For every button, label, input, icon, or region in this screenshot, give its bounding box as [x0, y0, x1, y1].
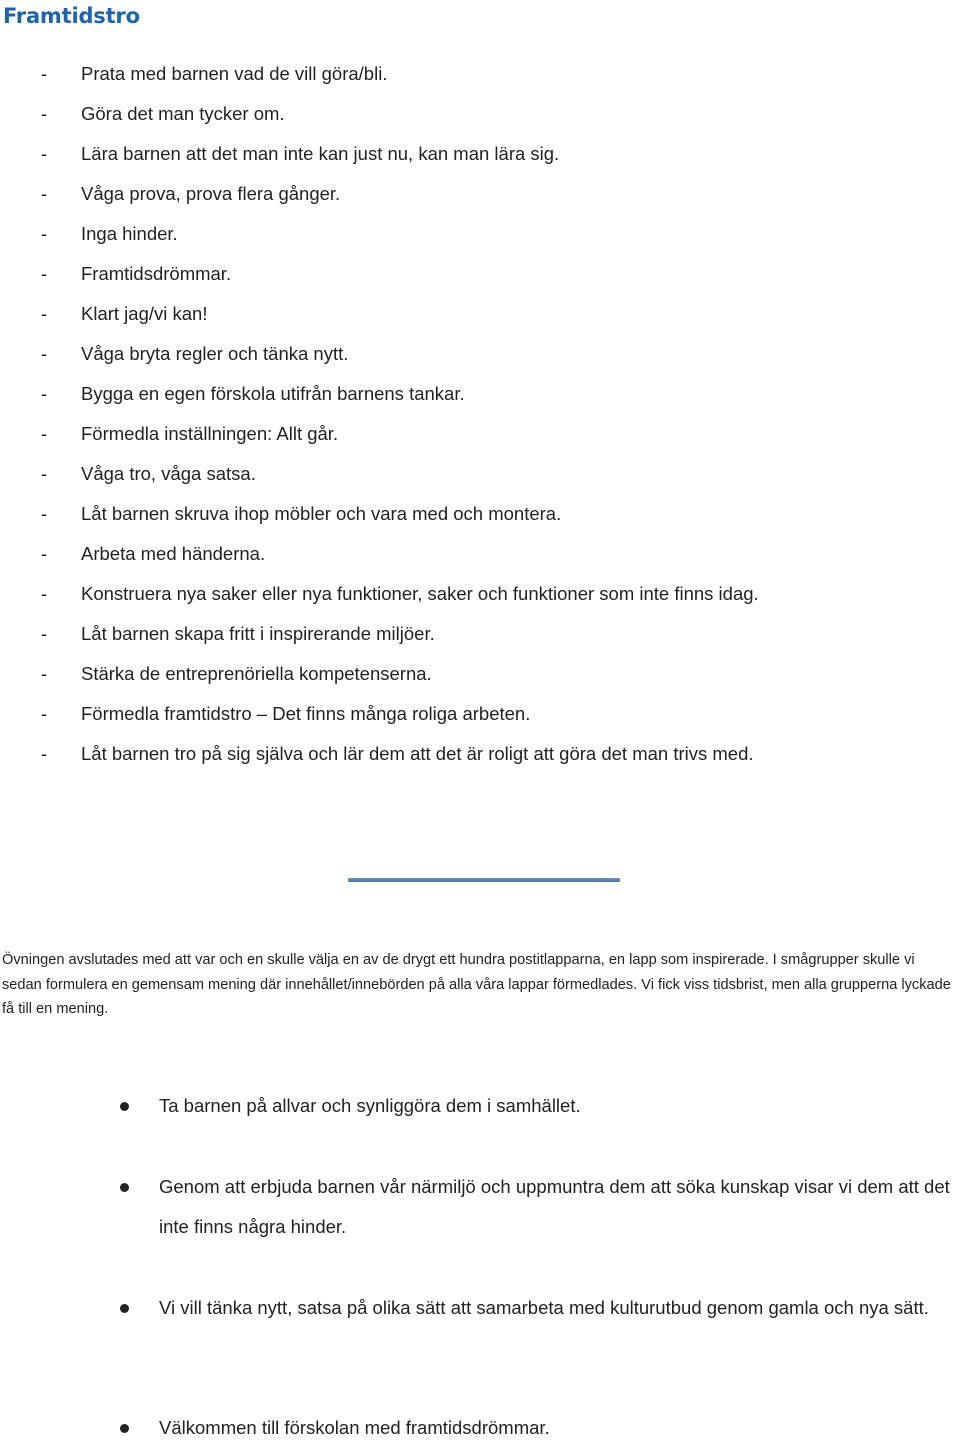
- dash-item-text: Förmedla inställningen: Allt går.: [81, 423, 339, 444]
- dash-list-item: [0, 95, 960, 135]
- bullet-item-text: Genom att erbjuda barnen vår närmiljö och uppmuntra dem att söka kunskap visar vi dem att det inte finns några hinder.: [159, 1176, 950, 1237]
- dash-list-item: [0, 495, 960, 535]
- dash-item-text: Bygga en egen förskola utifrån barnens tankar.: [81, 383, 465, 404]
- dash-marker: -: [41, 263, 48, 284]
- page-heading: Framtidstro: [3, 4, 140, 28]
- dash-list-item: [0, 335, 960, 375]
- dash-item-text: Konstruera nya saker eller nya funktioner, saker och funktioner som inte finns idag.: [81, 583, 759, 604]
- bullet-item-text: Vi vill tänka nytt, satsa på olika sätt att samarbeta med kulturutbud genom gamla och nya sätt.: [159, 1297, 929, 1318]
- dash-list-item: [0, 295, 960, 335]
- dash-marker: -: [41, 543, 48, 564]
- dash-marker: -: [41, 383, 48, 404]
- dash-item-text: Göra det man tycker om.: [81, 103, 285, 124]
- dash-marker: -: [41, 583, 48, 604]
- dash-list-item: [0, 415, 960, 455]
- dash-marker: -: [41, 743, 48, 764]
- dash-list-item: [0, 215, 960, 255]
- dash-marker: -: [41, 143, 48, 164]
- dash-item-text: Arbeta med händerna.: [81, 543, 266, 564]
- bullet-dot-icon: [120, 1304, 129, 1313]
- dash-item-text: Prata med barnen vad de vill göra/bli.: [81, 63, 388, 84]
- dash-item-text: Låt barnen skruva ihop möbler och vara med och montera.: [81, 503, 562, 524]
- dash-list-item: [0, 575, 960, 615]
- bullet-dot-icon: [120, 1424, 129, 1433]
- dash-marker: -: [41, 303, 48, 324]
- dash-list-item: [0, 735, 960, 775]
- separator-line: [348, 878, 620, 882]
- bullet-item-text: Välkommen till förskolan med framtidsdrömmar.: [159, 1417, 550, 1438]
- dash-item-text: Lära barnen att det man inte kan just nu, kan man lära sig.: [81, 143, 560, 164]
- dash-list-item: [0, 535, 960, 575]
- dash-item-text: Klart jag/vi kan!: [81, 303, 208, 324]
- dash-item-text: Stärka de entreprenöriella kompetenserna.: [81, 663, 432, 684]
- dash-item-text: Framtidsdrömmar.: [81, 263, 232, 284]
- dash-item-text: Inga hinder.: [81, 223, 178, 244]
- dash-list-item: [0, 375, 960, 415]
- dash-item-text: Våga prova, prova flera gånger.: [81, 183, 341, 204]
- summary-paragraph: Övningen avslutades med att var och en skulle välja en av de drygt ett hundra postitlapparna, en lapp som inspirerade. I smågrupper skulle vi sedan formulera en gemensam mening där innehållet/innebörden på alla våra lappar förmedlades. Vi fick viss tidsbrist, men alla grupperna lyckade få till en mening.: [2, 952, 951, 1017]
- dash-item-text: Våga bryta regler och tänka nytt.: [81, 343, 349, 364]
- dash-list: [0, 55, 960, 775]
- bullet-dot-icon: [120, 1102, 129, 1111]
- dash-item-text: Låt barnen tro på sig själva och lär dem att det är roligt att göra det man trivs med.: [81, 743, 754, 764]
- dash-list-item: [0, 655, 960, 695]
- dash-item-text: Låt barnen skapa fritt i inspirerande miljöer.: [81, 623, 435, 644]
- dash-marker: -: [41, 623, 48, 644]
- dash-marker: -: [41, 183, 48, 204]
- dash-marker: -: [41, 663, 48, 684]
- dash-item-text: Våga tro, våga satsa.: [81, 463, 256, 484]
- dash-marker: -: [41, 703, 48, 724]
- dash-list-item: [0, 695, 960, 735]
- dash-list-item: [0, 255, 960, 295]
- bullet-dot-icon: [120, 1183, 129, 1192]
- dash-marker: -: [41, 423, 48, 444]
- dash-marker: -: [41, 223, 48, 244]
- dash-list-item: [0, 615, 960, 655]
- dash-marker: -: [41, 103, 48, 124]
- dash-list-item: [0, 135, 960, 175]
- dash-marker: -: [41, 343, 48, 364]
- dash-item-text: Förmedla framtidstro – Det finns många roliga arbeten.: [81, 703, 531, 724]
- bullet-item-text: Ta barnen på allvar och synliggöra dem i samhället.: [159, 1095, 581, 1116]
- dash-marker: -: [41, 503, 48, 524]
- dash-list-item: [0, 175, 960, 215]
- dash-list-item: [0, 455, 960, 495]
- dash-marker: -: [41, 463, 48, 484]
- dash-marker: -: [41, 63, 48, 84]
- dash-list-item: [0, 55, 960, 95]
